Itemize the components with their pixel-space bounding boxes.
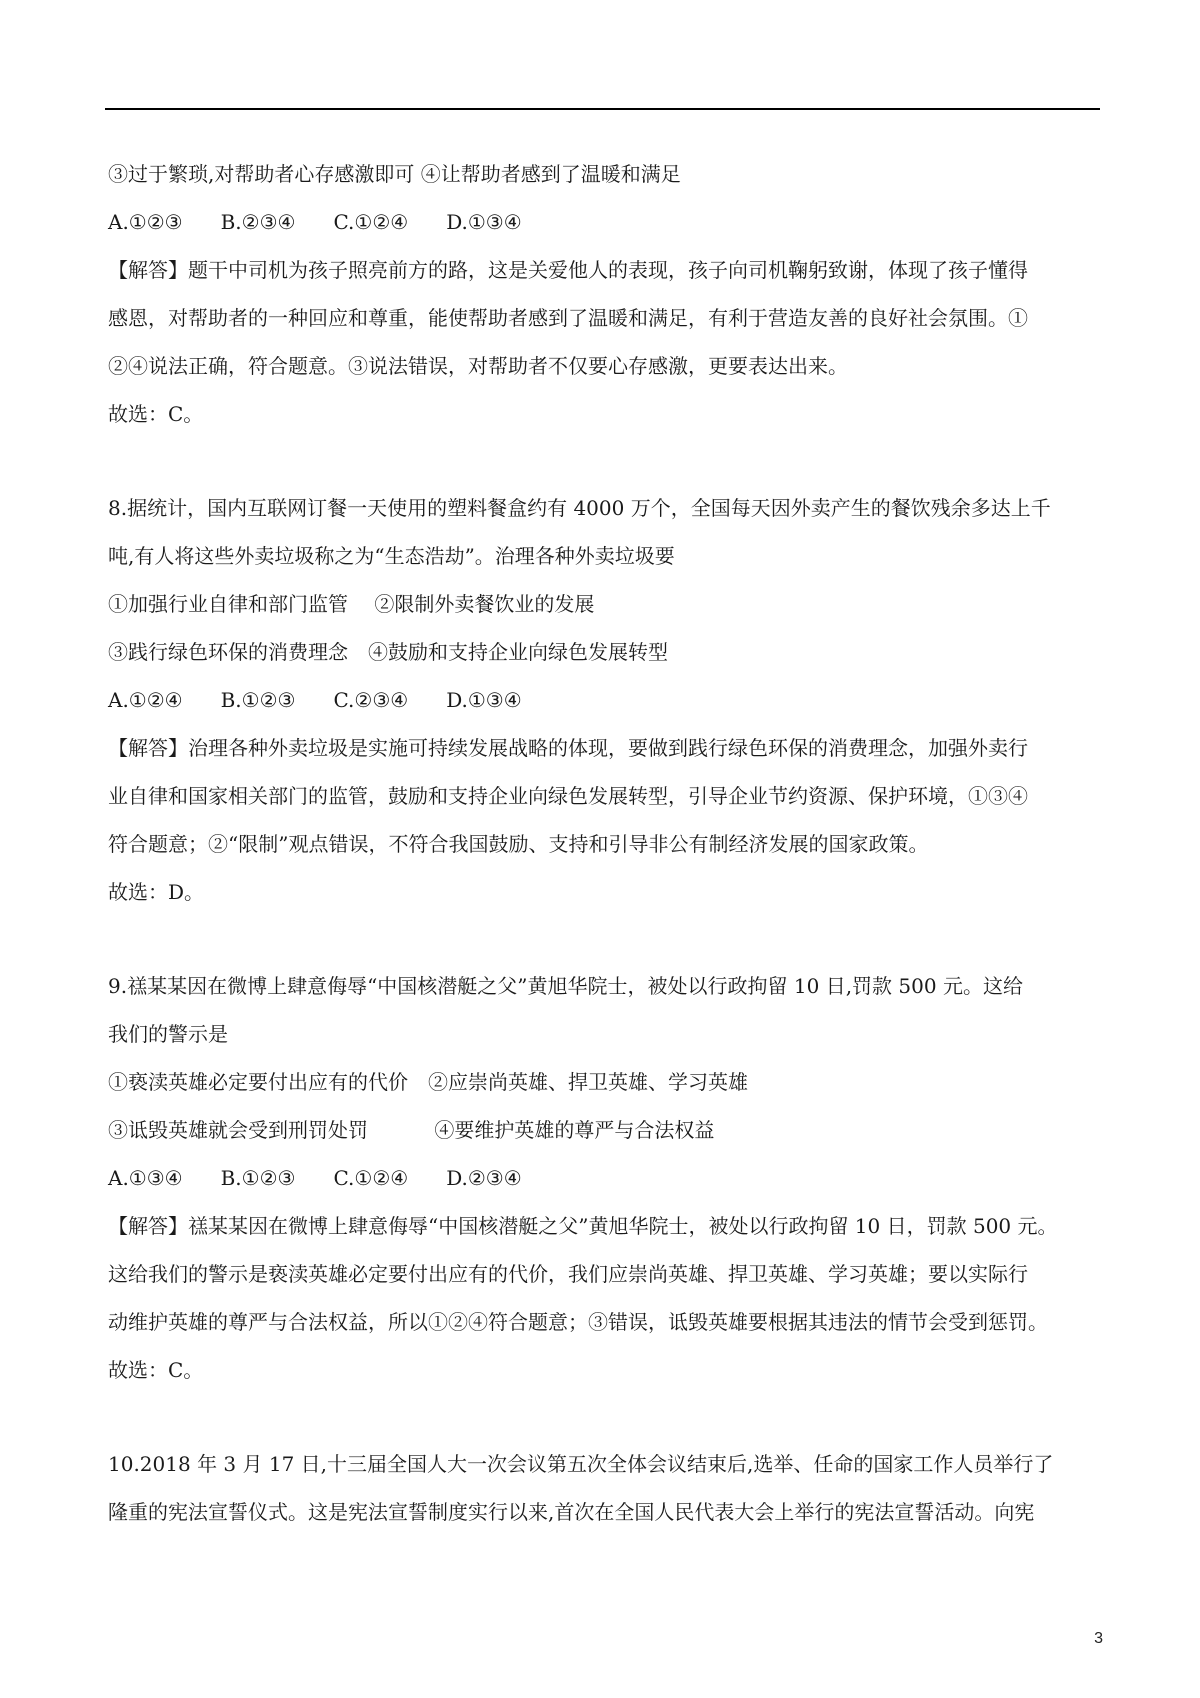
q8-result: 故选：D。 <box>108 880 205 904</box>
q7-choices <box>108 198 1103 246</box>
q7-answer-line: ②④说法正确，符合题意。③说法错误，对帮助者不仅要心存感激，更要表达出来。 <box>108 354 848 378</box>
question-gap <box>108 916 1103 962</box>
q7-option-line: ③过于繁琐,对帮助者心存感激即可 ④让帮助者感到了温暖和满足 <box>108 162 681 186</box>
q8-choice-c: C.②③④ <box>333 688 409 712</box>
q8-answer-line: 【解答】治理各种外卖垃圾是实施可持续发展战略的体现，要做到践行绿色环保的消费理念，加强外卖行 <box>108 736 1028 760</box>
question-gap <box>108 438 1103 484</box>
q9-option-line: ③诋毁英雄就会受到刑罚处罚 ④要维护英雄的尊严与合法权益 <box>108 1118 715 1142</box>
question-9 <box>108 962 1103 1394</box>
q9-option-line: ①亵渎英雄必定要付出应有的代价 ②应崇尚英雄、捍卫英雄、学习英雄 <box>108 1070 748 1094</box>
q9-answer-line: 【解答】禚某某因在微博上肆意侮辱“中国核潜艇之父”黄旭华院士，被处以行政拘留 10 日，罚款 500 元。 <box>108 1214 1058 1238</box>
q7-choice-a: A.①②③ <box>108 210 183 234</box>
q8-choice-b: B.①②③ <box>220 688 296 712</box>
q9-stem-line: 我们的警示是 <box>108 1022 228 1046</box>
q9-choices <box>108 1154 1103 1202</box>
q8-option-line: ①加强行业自律和部门监管 ②限制外卖餐饮业的发展 <box>108 592 595 616</box>
q9-choice-a: A.①③④ <box>108 1166 183 1190</box>
q8-answer-line: 符合题意；②“限制”观点错误，不符合我国鼓励、支持和引导非公有制经济发展的国家政策。 <box>108 832 929 856</box>
q8-choices <box>108 676 1103 724</box>
q9-answer-line: 这给我们的警示是亵渎英雄必定要付出应有的代价，我们应崇尚英雄、捍卫英雄、学习英雄；要以实际行 <box>108 1262 1028 1286</box>
q10-stem-line: 隆重的宪法宣誓仪式。这是宪法宣誓制度实行以来,首次在全国人民代表大会上举行的宪法宣誓活动。向宪 <box>108 1500 1035 1524</box>
q8-stem-line: 8.据统计，国内互联网订餐一天使用的塑料餐盒约有 4000 万个，全国每天因外卖产生的餐饮残余多达上千 <box>108 496 1051 520</box>
question-7 <box>108 150 1103 438</box>
q7-choice-b: B.②③④ <box>220 210 296 234</box>
q8-answer-line: 业自律和国家相关部门的监管，鼓励和支持企业向绿色发展转型，引导企业节约资源、保护环境，①③④ <box>108 784 1028 808</box>
q9-choice-b: B.①②③ <box>220 1166 296 1190</box>
header-rule <box>105 108 1100 110</box>
question-8 <box>108 484 1103 916</box>
document-body <box>108 150 1103 1536</box>
question-gap <box>108 1394 1103 1440</box>
q7-answer-line: 【解答】题干中司机为孩子照亮前方的路，这是关爱他人的表现，孩子向司机鞠躬致谢，体现了孩子懂得 <box>108 258 1028 282</box>
q8-stem-line: 吨,有人将这些外卖垃圾称之为“生态浩劫”。治理各种外卖垃圾要 <box>108 544 675 568</box>
q9-stem-line: 9.禚某某因在微博上肆意侮辱“中国核潜艇之父”黄旭华院士，被处以行政拘留 10 日,罚款 500 元。这给 <box>108 974 1023 998</box>
q9-choice-c: C.①②④ <box>333 1166 409 1190</box>
question-10 <box>108 1440 1103 1536</box>
q8-option-line: ③践行绿色环保的消费理念 ④鼓励和支持企业向绿色发展转型 <box>108 640 668 664</box>
q9-result: 故选：C。 <box>108 1358 204 1382</box>
q7-choice-d: D.①③④ <box>446 210 522 234</box>
q7-result: 故选：C。 <box>108 402 204 426</box>
q7-answer-line: 感恩，对帮助者的一种回应和尊重，能使帮助者感到了温暖和满足，有利于营造友善的良好社会氛围。① <box>108 306 1028 330</box>
q8-choice-a: A.①②④ <box>108 688 183 712</box>
q9-answer-line: 动维护英雄的尊严与合法权益，所以①②④符合题意；③错误，诋毁英雄要根据其违法的情节会受到惩罚。 <box>108 1310 1048 1334</box>
q10-stem-line: 10.2018 年 3 月 17 日,十三届全国人大一次会议第五次全体会议结束后,选举、任命的国家工作人员举行了 <box>108 1452 1054 1476</box>
q9-choice-d: D.②③④ <box>446 1166 522 1190</box>
page-number: 3 <box>1094 1630 1103 1647</box>
q7-choice-c: C.①②④ <box>333 210 409 234</box>
q8-choice-d: D.①③④ <box>446 688 522 712</box>
